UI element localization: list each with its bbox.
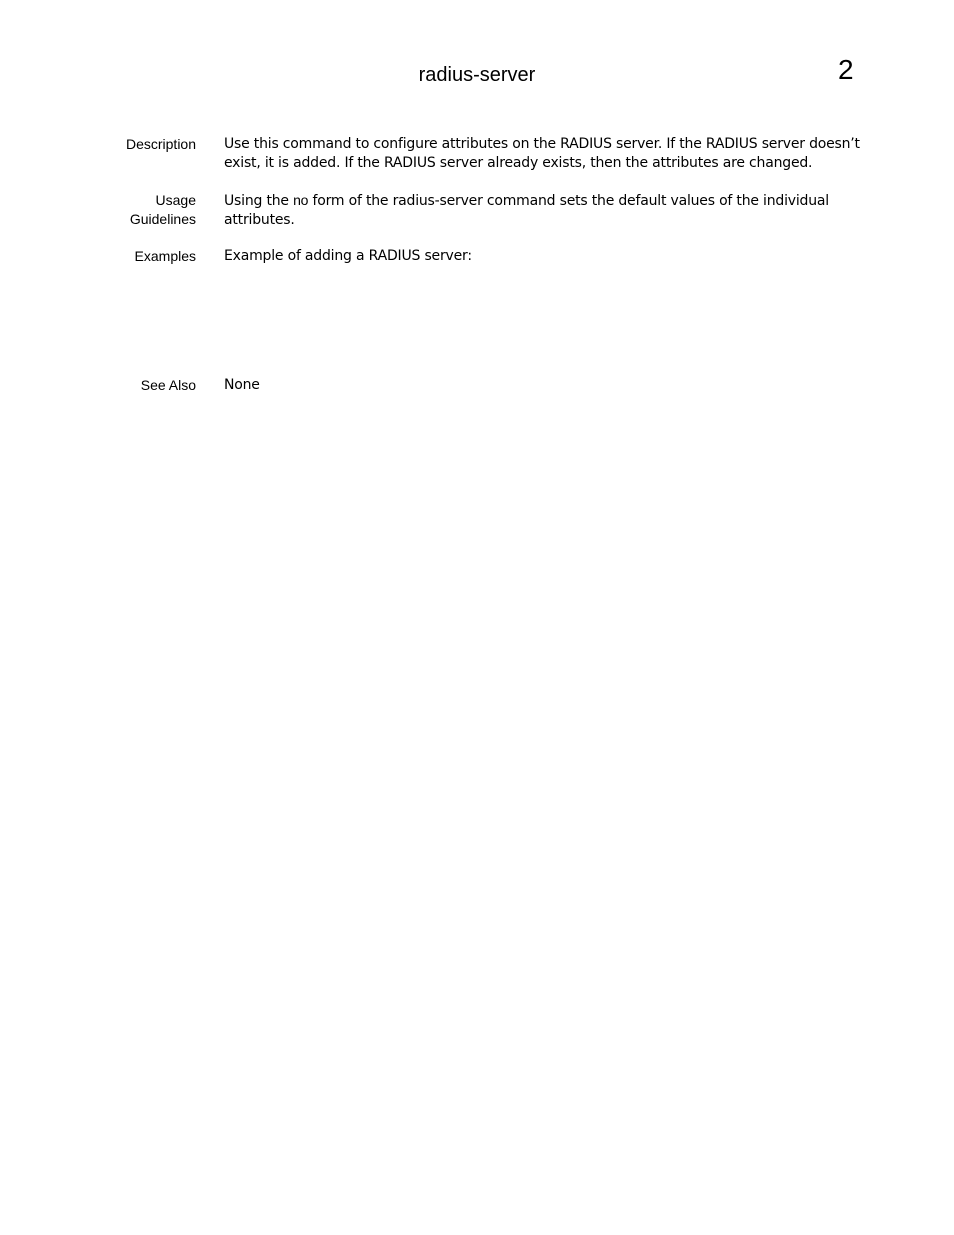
usage-guidelines-text [224,191,876,230]
no-keyword: no [293,192,309,208]
examples-text: Example of adding a RADIUS server: [224,248,472,264]
usage-label-line1: Usage [155,192,196,208]
usage-label-line2: Guidelines [129,211,196,227]
usage-text-before: Using the [224,193,294,209]
description-text: Use this command to configure attributes on the RADIUS server. If the RADIUS server doesn’t exist, it is added. If the RADIUS server already exists, then the attributes are changed. [224,136,860,171]
examples-label: Examples [134,248,196,264]
usage-guidelines-label [86,191,196,229]
chapter-number: 2 [838,54,854,85]
see-also-text: None [224,377,260,393]
see-also-label: See Also [140,377,196,393]
page-title: radius-server [418,64,536,86]
description-label: Description [125,136,196,152]
usage-text-after: form of the radius-server command sets the default values of the individual attributes. [224,193,829,228]
